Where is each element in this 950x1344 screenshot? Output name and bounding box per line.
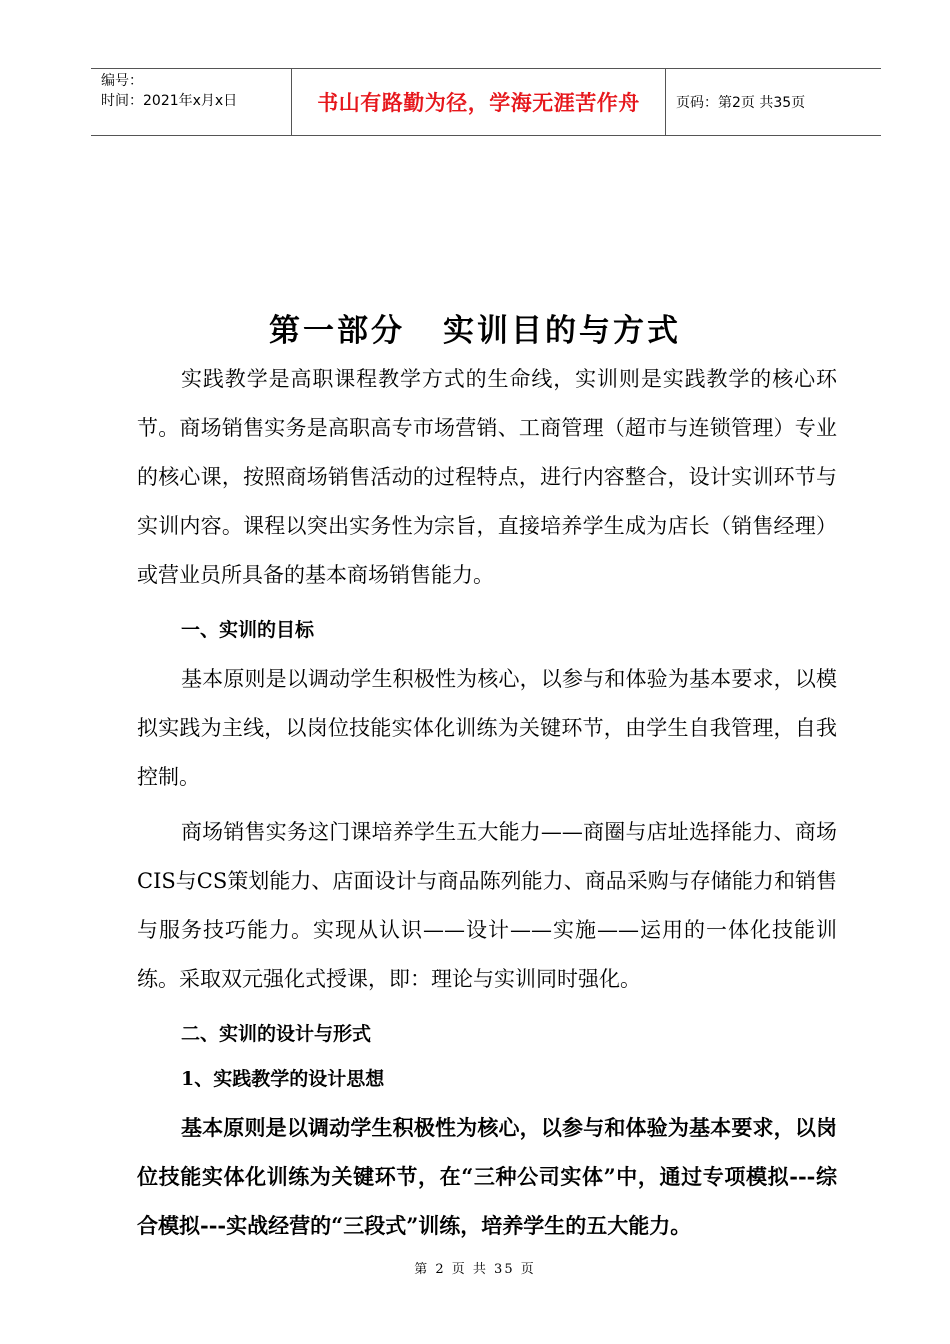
number-label: 编号： <box>101 73 143 89</box>
page-header <box>91 68 881 136</box>
title-part: 第一部分 <box>269 313 405 349</box>
section-heading-design: 二、实训的设计与形式 <box>181 1023 372 1045</box>
header-meta <box>91 69 292 135</box>
header-page-info: 页码：第2页 共35页 <box>676 95 806 111</box>
abilities-paragraph: 商场销售实务这门课培养学生五大能力——商圈与店址选择能力、商场CIS与CS策划能力、店面设计与商品陈列能力、商品采购与存储能力和销售与服务技巧能力。实现从认识——设计——实施——运用的一体化技能训练。采取双元强化式授课，即：理论与实训同时强化。 <box>137 820 837 991</box>
header-motto: 书山有路勤为径，学海无涯苦作舟 <box>292 69 666 135</box>
page-title <box>0 305 950 350</box>
page-footer: 第 2 页 共 35 页 <box>414 1262 536 1277</box>
intro-paragraph: 实践教学是高职课程教学方式的生命线，实训则是实践教学的核心环节。商场销售实务是高职高专市场营销、工商管理（超市与连锁管理）专业的核心课，按照商场销售活动的过程特点，进行内容整合，设计实训环节与实训内容。课程以突出实务性为宗旨，直接培养学生成为店长（销售经理）或营业员所具备的基本商场销售能力。 <box>137 367 837 587</box>
goals-paragraph: 基本原则是以调动学生积极性为核心，以参与和体验为基本要求，以模拟实践为主线，以岗位技能实体化训练为关键环节，由学生自我管理，自我控制。 <box>137 667 837 789</box>
subsection-heading: 1、实践教学的设计思想 <box>181 1068 385 1090</box>
title-name: 实训目的与方式 <box>443 313 681 349</box>
time-label: 时间：2021年x月x日 <box>101 93 238 109</box>
document-body <box>137 355 837 1250</box>
design-paragraph: 基本原则是以调动学生积极性为核心，以参与和体验为基本要求，以岗位技能实体化训练为关键环节，在“三种公司实体”中，通过专项模拟---综合模拟---实战经营的“三段式”训练，培养学生的五大能力。 <box>137 1115 837 1238</box>
section-heading-goals: 一、实训的目标 <box>181 619 315 641</box>
